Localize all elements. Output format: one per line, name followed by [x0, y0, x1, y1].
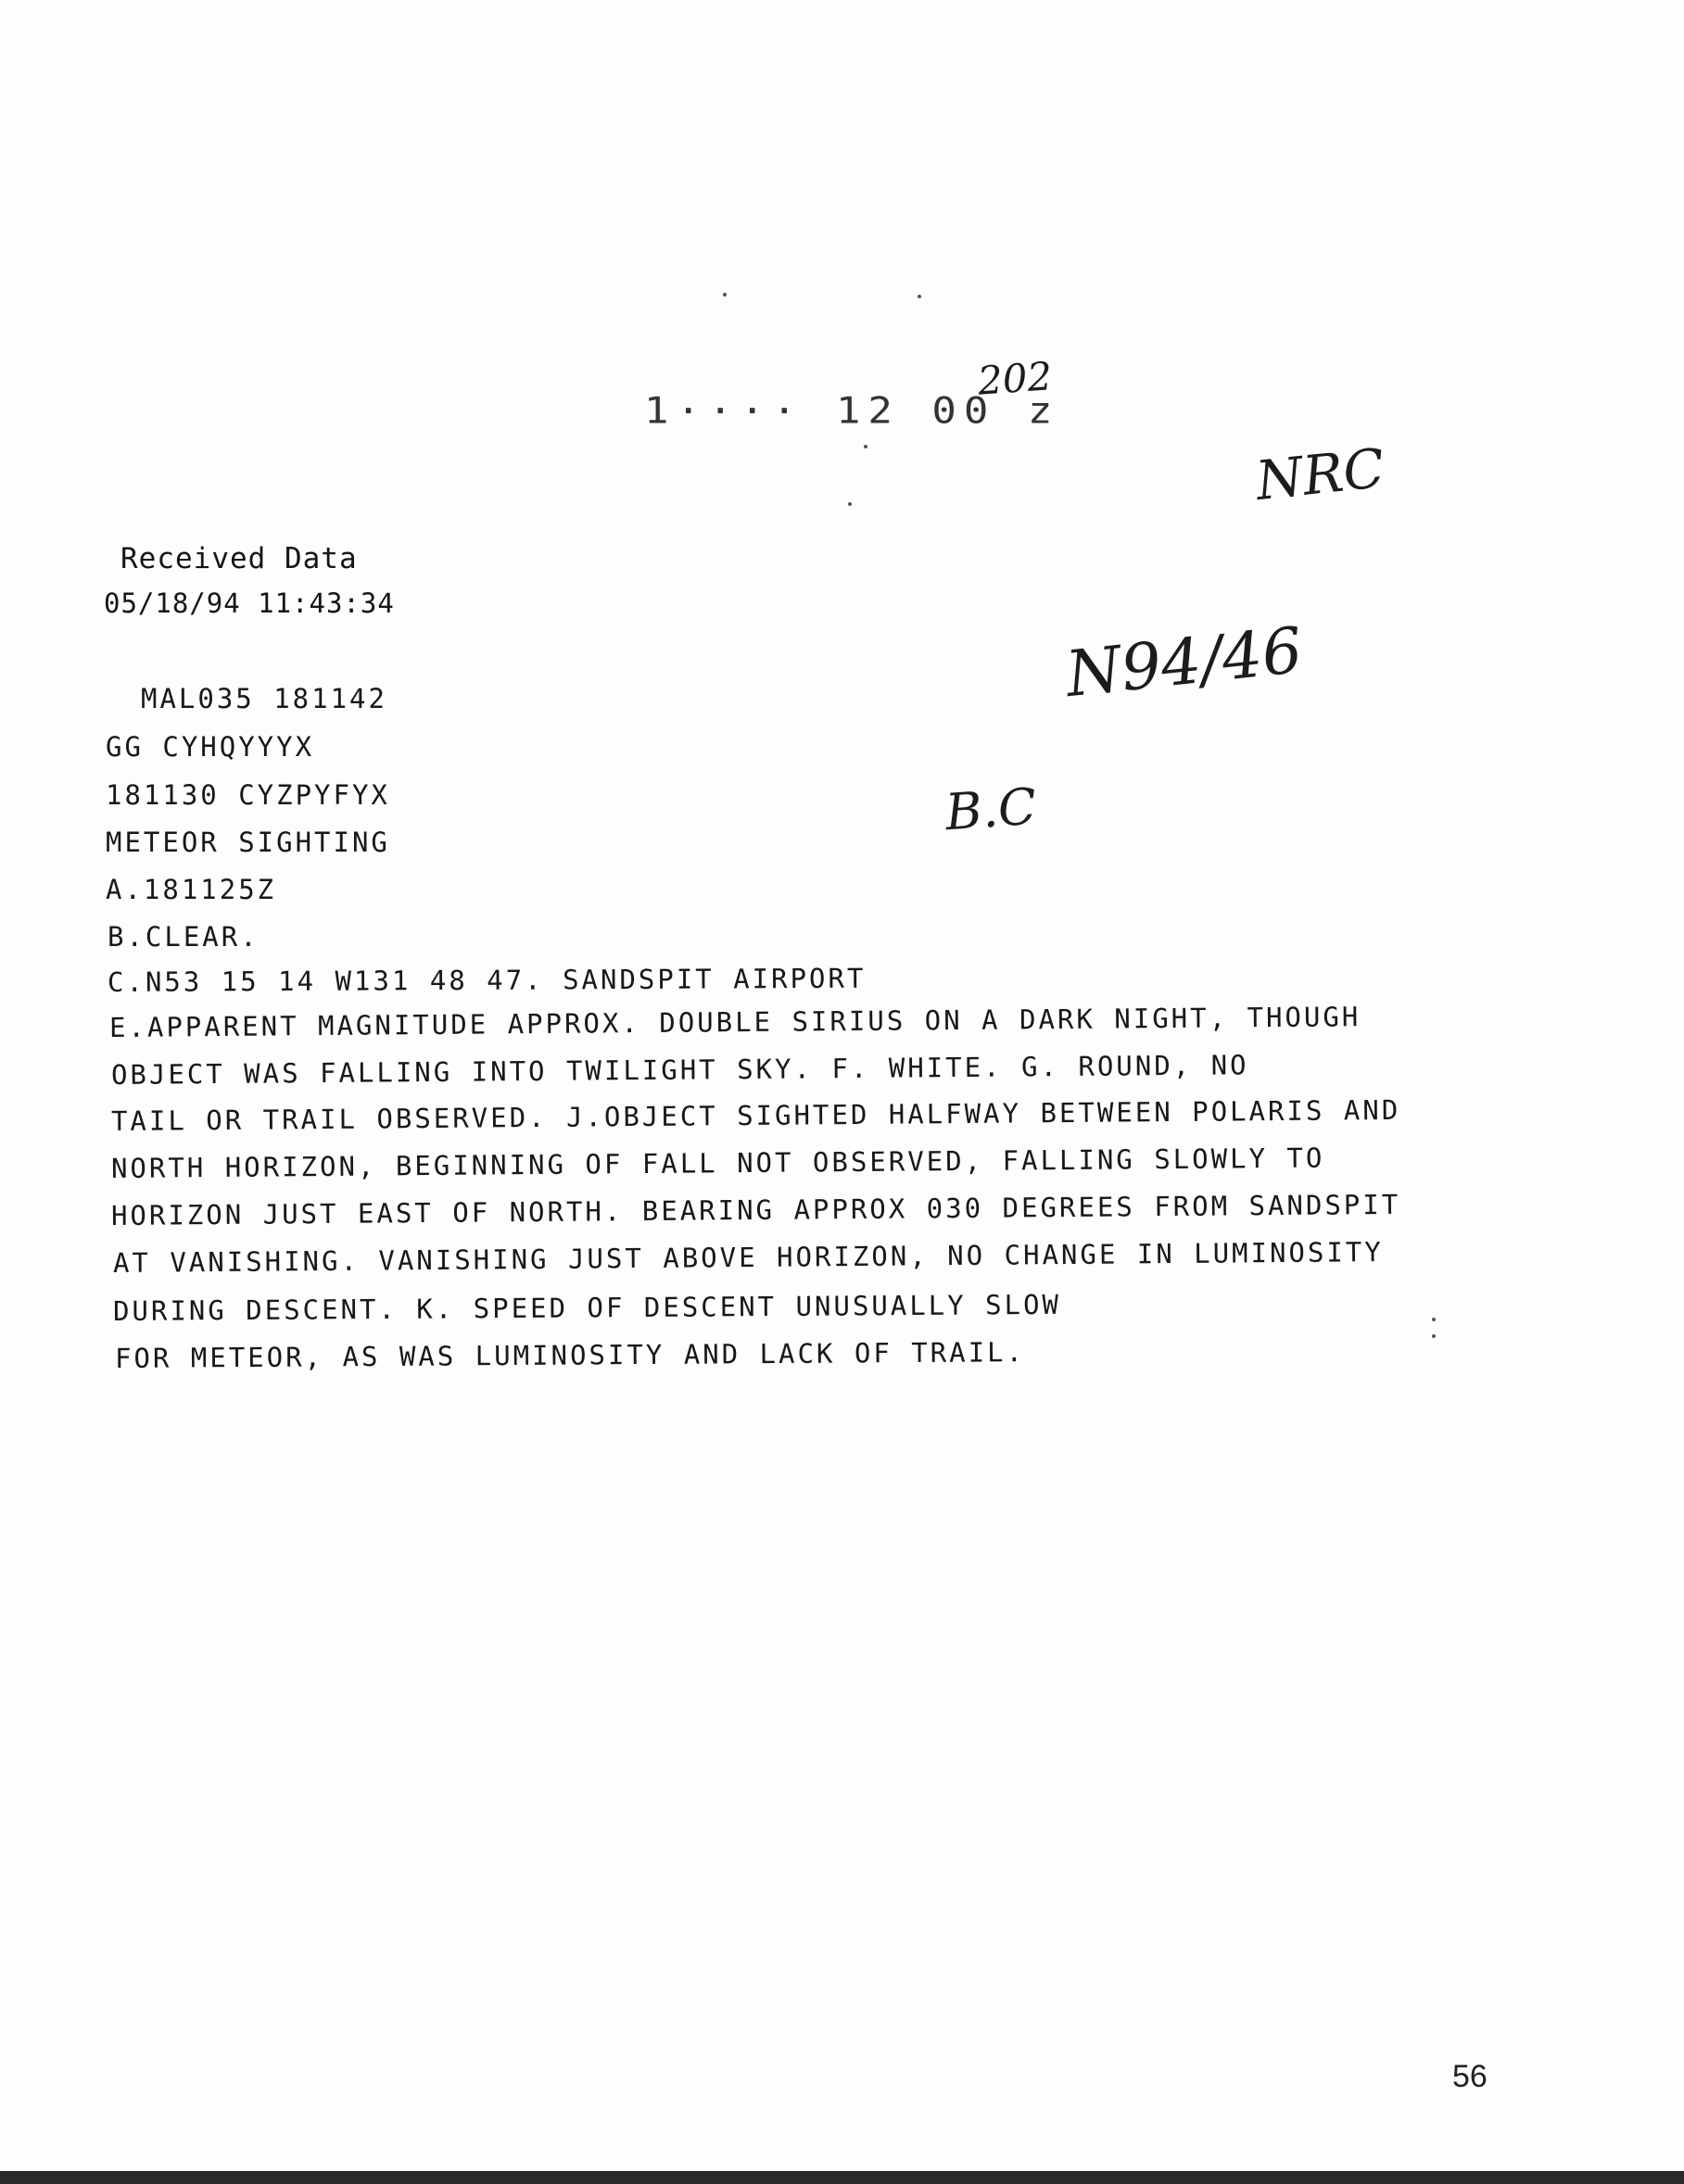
- received-title: Received Data: [120, 542, 358, 575]
- message-line: TAIL OR TRAIL OBSERVED. J.OBJECT SIGHTED HALFWAY BETWEEN POLARIS AND: [110, 1093, 1401, 1137]
- ink-speck: [723, 293, 727, 297]
- message-line: OBJECT WAS FALLING INTO TWILIGHT SKY. F. WHITE. G. ROUND, NO: [110, 1049, 1249, 1091]
- handwritten-number: 202: [976, 353, 1054, 404]
- message-line: METEOR SIGHTING: [106, 827, 390, 858]
- handwritten-initials: B.C: [943, 776, 1039, 842]
- scan-border: [0, 2171, 1684, 2184]
- message-line: NORTH HORIZON, BEGINNING OF FALL NOT OBSERVED, FALLING SLOWLY TO: [110, 1142, 1325, 1184]
- message-line: C.N53 15 14 W131 48 47. SANDSPIT AIRPORT: [107, 962, 867, 998]
- message-line: MAL035 181142: [141, 683, 387, 714]
- message-line: 181130 CYZPYFYX: [106, 779, 390, 811]
- ink-speck: [864, 445, 867, 448]
- header-stamp: 1···· 12 00 z: [644, 389, 1060, 433]
- message-line: DURING DESCENT. K. SPEED OF DESCENT UNUSUALLY SLOW: [112, 1288, 1062, 1327]
- received-timestamp: 05/18/94 11:43:34: [104, 587, 395, 619]
- message-line: E.APPARENT MAGNITUDE APPROX. DOUBLE SIRIUS ON A DARK NIGHT, THOUGH: [108, 1001, 1361, 1043]
- message-line: GG CYHQYYYX: [106, 731, 315, 763]
- page-number: 56: [1452, 2059, 1488, 2094]
- ink-speck: [848, 502, 852, 506]
- message-line: FOR METEOR, AS WAS LUMINOSITY AND LACK OF TRAIL.: [114, 1336, 1026, 1374]
- ink-speck: [918, 295, 921, 298]
- handwritten-file-number: N94/46: [1062, 613, 1306, 713]
- ink-speck: [1432, 1318, 1436, 1321]
- message-line: A.181125Z: [106, 874, 277, 905]
- ink-speck: [1432, 1334, 1436, 1338]
- handwritten-agency: NRC: [1252, 436, 1387, 513]
- message-line: HORIZON JUST EAST OF NORTH. BEARING APPROX 030 DEGREES FROM SANDSPIT: [110, 1188, 1401, 1231]
- message-line: AT VANISHING. VANISHING JUST ABOVE HORIZON, NO CHANGE IN LUMINOSITY: [112, 1236, 1384, 1279]
- message-line: B.CLEAR.: [108, 921, 260, 953]
